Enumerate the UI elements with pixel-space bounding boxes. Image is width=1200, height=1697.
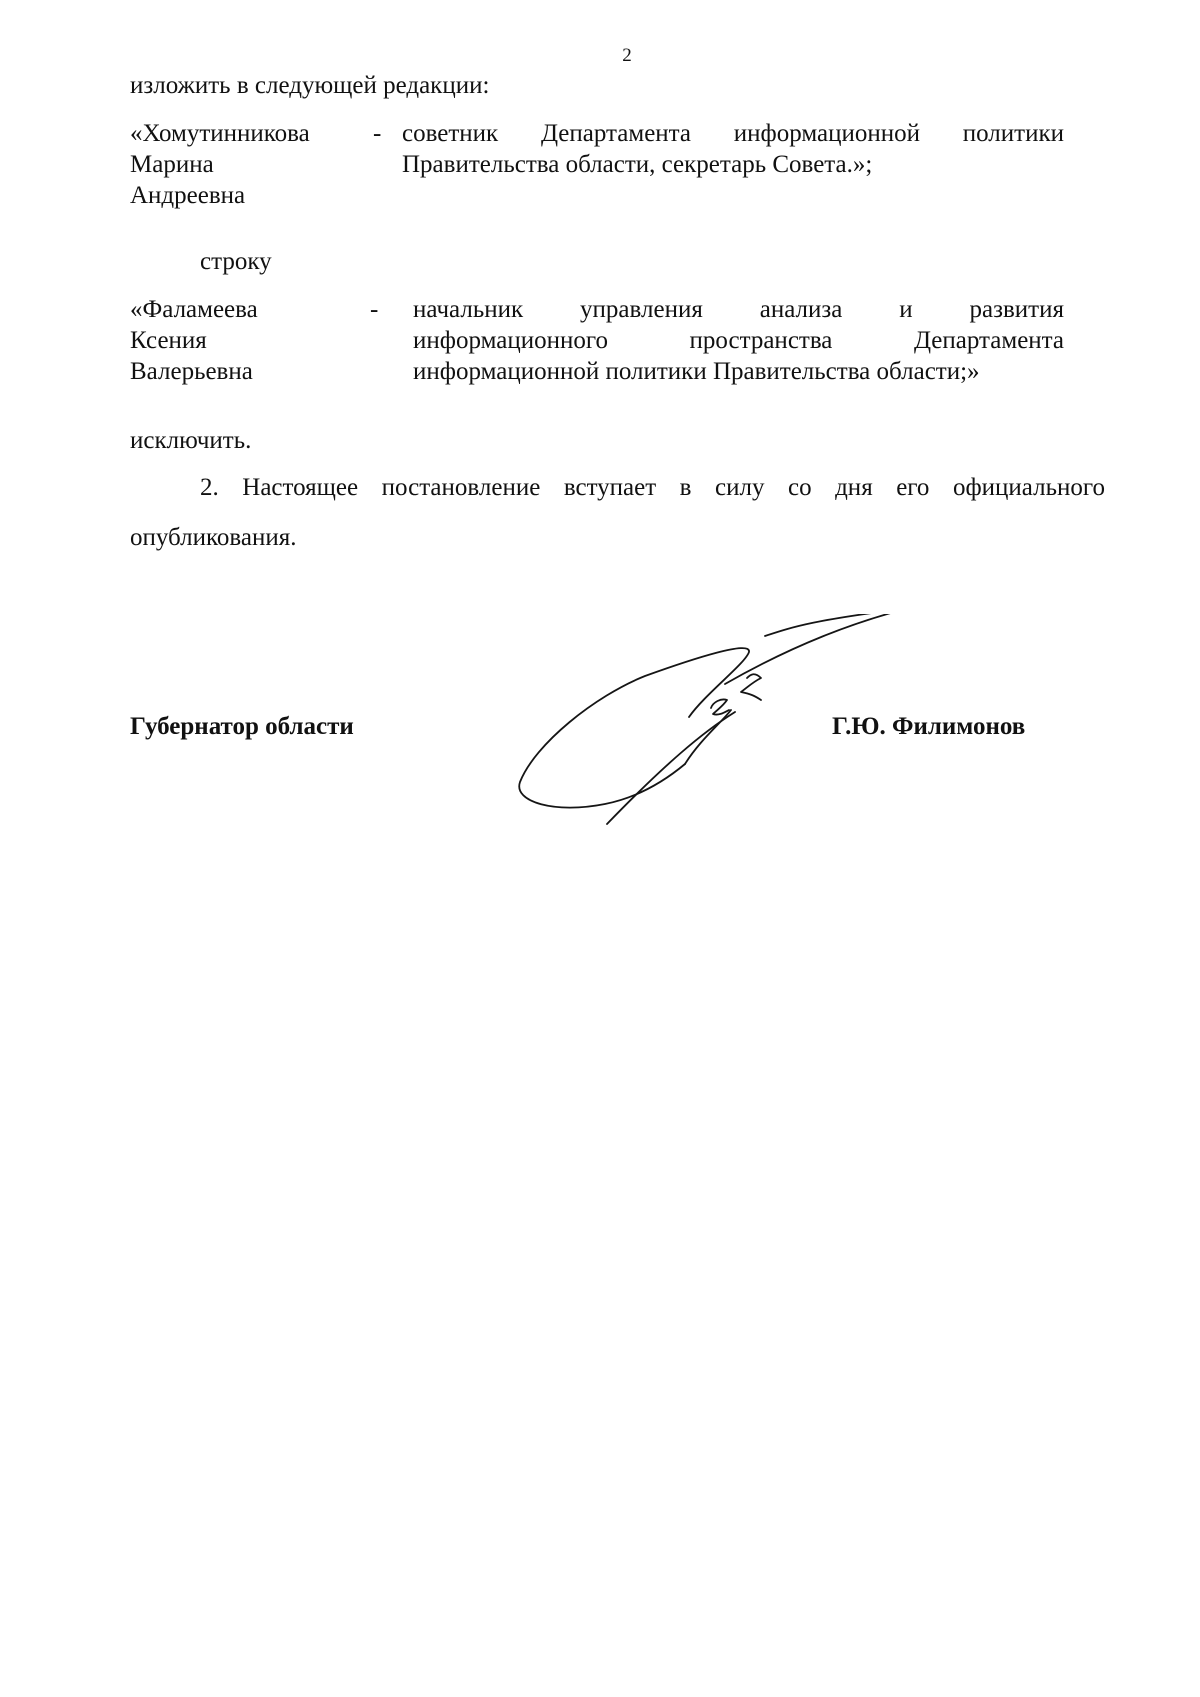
signatory-title: Губернатор области [130,713,354,740]
entry-removed-position-line-3: информационной политики Правительства области;» [413,358,980,385]
entry-removed-name-line-3: Валерьевна [130,358,253,385]
paragraph-2-line-2: опубликования. [130,524,297,551]
entry-removed-name-line-1: «Фаламеева [130,296,258,323]
entry-removed-position-line-2: информационного пространства Департамента [413,327,1064,354]
handwritten-signature [515,614,915,834]
entry-new-position-line-1: советник Департамента информационной политики [402,120,1064,147]
entry-removed-position-line-1: начальник управления анализа и развития [413,296,1064,323]
paragraph-2-line-1: 2. Настоящее постановление вступает в силу со дня его официального [200,474,1105,501]
entry-removed-name-line-2: Ксения [130,327,207,354]
page-number: 2 [622,45,632,66]
entry-new-position-line-2: Правительства области, секретарь Совета.»; [402,151,873,178]
entry-new-dash: - [373,120,382,147]
entry-new-name-line-1: «Хомутинникова [130,120,310,147]
signatory-name: Г.Ю. Филимонов [832,713,1026,740]
exclude-line: исключить. [130,427,252,454]
entry-new-name-line-3: Андреевна [130,182,246,209]
entry-new-name-line-2: Марина [130,151,214,178]
row-label: строку [200,248,272,275]
entry-removed-dash: - [370,296,379,323]
intro-line: изложить в следующей редакции: [130,72,490,99]
